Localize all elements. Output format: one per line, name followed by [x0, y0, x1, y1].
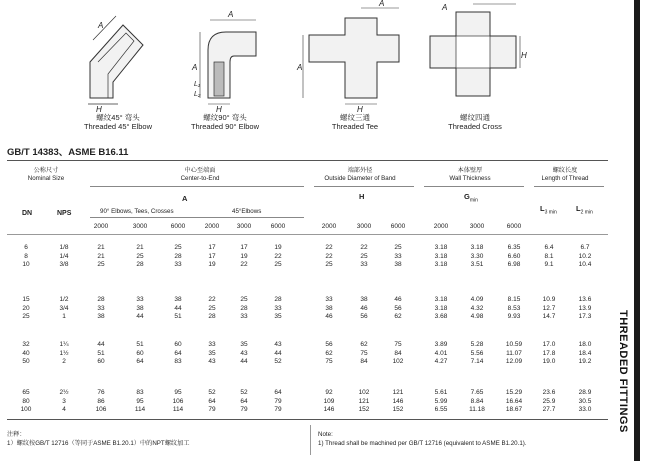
- cell-g: 3.30: [470, 252, 484, 260]
- cell-g: 6.98: [507, 261, 521, 268]
- cell-a45: 25: [240, 296, 248, 303]
- cell-h: 102: [392, 358, 404, 365]
- dim-label-h: H: [521, 51, 527, 60]
- header-thread-en: Length of Thread: [541, 175, 589, 182]
- cell-g: 12.09: [505, 358, 523, 365]
- cell-nps: 1: [62, 313, 66, 320]
- cell-h: 33: [394, 252, 402, 260]
- cell-h: 22: [325, 244, 333, 251]
- cell-g: 18.67: [505, 406, 523, 413]
- cell-g: 7.14: [470, 358, 484, 365]
- cell-l2: 10.2: [578, 252, 592, 260]
- cell-h: 56: [360, 313, 368, 320]
- cell-a45: 43: [208, 358, 216, 365]
- cell-g: 5.56: [470, 349, 484, 357]
- cell-h: 46: [325, 313, 333, 320]
- cell-l2: 17.3: [578, 313, 592, 320]
- cell-a90: 83: [136, 389, 144, 396]
- cell-a45: 33: [208, 341, 216, 348]
- cell-a45: 35: [274, 313, 282, 320]
- cell-nps: 1½: [59, 349, 69, 357]
- cell-a90: 25: [136, 252, 144, 260]
- cell-g: 4.32: [470, 304, 484, 312]
- cell-g: 5.99: [434, 397, 448, 405]
- cell-a90: 21: [97, 252, 105, 260]
- cell-h: 38: [394, 261, 402, 268]
- figure-caption-en: Threaded Cross: [448, 122, 502, 131]
- class-header-g: 2000: [433, 223, 449, 230]
- cell-h: 146: [392, 397, 404, 405]
- cell-a45: 25: [208, 304, 216, 312]
- side-tab: [613, 0, 650, 461]
- figure-caption-cn: 螺纹45° 弯头: [96, 113, 140, 122]
- cell-a45: 17: [208, 244, 216, 251]
- figure-caption-en: Threaded 45° Elbow: [83, 122, 153, 131]
- cell-l2: 30.5: [578, 397, 592, 405]
- cell-a90: 38: [136, 304, 144, 312]
- cell-a45: 19: [240, 252, 248, 260]
- cell-g: 15.29: [505, 389, 523, 396]
- 90-elbow-drawing: [170, 0, 280, 120]
- header-bottom-rule: [7, 234, 608, 235]
- cell-l2: 28.9: [578, 389, 592, 396]
- dim-label-h: H: [216, 105, 222, 114]
- cell-a90: 33: [97, 304, 105, 312]
- header-dn: DN: [22, 210, 33, 217]
- cell-dn: 10: [22, 261, 30, 268]
- cell-g: 3.51: [470, 261, 484, 268]
- dim-label-a: A: [192, 63, 198, 72]
- class-header-h: 6000: [390, 223, 406, 230]
- cell-h: 22: [360, 244, 368, 251]
- cell-l3: 12.7: [542, 304, 556, 312]
- cell-a45: 43: [240, 349, 248, 357]
- header-45-elbows: 45°Elbows: [232, 208, 262, 215]
- cell-dn: 15: [22, 296, 30, 303]
- cell-g: 8.15: [507, 296, 521, 303]
- dim-label-a-top: A: [379, 0, 385, 8]
- cell-a90: 86: [97, 397, 105, 405]
- side-bar: [634, 0, 640, 461]
- cell-a45: 79: [274, 397, 282, 405]
- cell-a45: 35: [208, 349, 216, 357]
- cell-nps: 3/4: [59, 304, 69, 312]
- cell-a90: 106: [172, 397, 184, 405]
- cell-a45: 33: [274, 304, 282, 312]
- table-bottom-rule: [7, 419, 608, 420]
- cell-dn: 32: [22, 341, 30, 348]
- cell-h: 62: [360, 341, 368, 348]
- rule-a: [90, 186, 304, 187]
- cell-nps: 1/8: [59, 244, 69, 251]
- cell-h: 22: [325, 252, 333, 260]
- cell-l2: 6.7: [580, 244, 590, 251]
- figure-90-elbow: [170, 0, 280, 140]
- cell-nps: 3/8: [59, 261, 69, 268]
- cell-h: 33: [325, 296, 333, 303]
- header-a: A: [182, 194, 188, 203]
- cell-a45: 22: [208, 296, 216, 303]
- cell-a90: 76: [97, 389, 105, 396]
- cell-dn: 20: [22, 304, 30, 312]
- cell-a45: 17: [208, 252, 216, 260]
- cell-g: 16.64: [505, 397, 523, 405]
- cell-dn: 40: [22, 349, 30, 357]
- cell-h: 102: [358, 389, 370, 396]
- figure-tee: [295, 0, 415, 140]
- cell-a90: 114: [172, 406, 184, 413]
- cell-a90: 95: [174, 389, 182, 396]
- header-h: H: [359, 192, 365, 201]
- dim-label-l2: L₂: [194, 91, 201, 98]
- header-outside-en: Outside Diameter of Band: [324, 175, 396, 182]
- cell-l3: 23.6: [542, 389, 556, 396]
- cell-a45: 52: [208, 389, 216, 396]
- cell-a90: 25: [174, 244, 182, 251]
- cell-h: 146: [323, 406, 335, 413]
- cell-a45: 17: [240, 244, 248, 251]
- cell-a45: 52: [274, 358, 282, 365]
- cell-a90: 60: [97, 358, 105, 365]
- rule-l: [534, 186, 604, 187]
- note-cn-text: 1）螺纹按GB/T 12716（等同于ASME B1.20.1）中的NPT螺纹加工: [7, 440, 190, 447]
- cell-a45: 28: [274, 296, 282, 303]
- cell-h: 46: [394, 296, 402, 303]
- cell-g: 3.18: [434, 304, 448, 312]
- cell-g: 6.35: [507, 244, 521, 251]
- cell-nps: 4: [62, 406, 66, 413]
- cell-a45: 22: [274, 252, 282, 260]
- cell-nps: 1/4: [59, 252, 69, 260]
- cell-a90: 28: [174, 252, 182, 260]
- cell-a45: 64: [208, 397, 216, 405]
- cell-nps: 3: [62, 397, 66, 405]
- header-l3: $L_{3 min}$: [540, 204, 557, 216]
- cell-h: 62: [325, 349, 333, 357]
- header-wall-cn: 本体壁厚: [457, 167, 483, 174]
- cell-a90: 60: [174, 341, 182, 348]
- cell-a45: 35: [240, 341, 248, 348]
- cell-dn: 80: [22, 397, 30, 405]
- cell-g: 4.09: [470, 296, 484, 303]
- cell-g: 5.61: [434, 389, 448, 396]
- side-title: THREADED FITTINGS: [617, 310, 629, 433]
- cell-a90: 51: [136, 341, 144, 348]
- header-wall-en: Wall Thickness: [449, 175, 491, 182]
- cell-l3: 25.9: [542, 397, 556, 405]
- header-center-en: Center-to-End: [180, 175, 220, 182]
- cell-nps: 1¼: [59, 341, 69, 348]
- cell-h: 56: [325, 341, 333, 348]
- header-90-elbows: 90° Elbows, Tees, Crosses: [100, 208, 174, 215]
- cell-a90: 60: [136, 349, 144, 357]
- 45-elbow-drawing: [68, 0, 168, 120]
- cell-g: 6.55: [434, 406, 448, 413]
- class-header-a45: 3000: [236, 223, 252, 230]
- cell-dn: 100: [20, 406, 32, 413]
- cell-a45: 28: [208, 313, 216, 320]
- class-header-g: 3000: [469, 223, 485, 230]
- cell-g: 3.68: [434, 313, 448, 320]
- cell-h: 109: [323, 397, 335, 405]
- cell-nps: 1/2: [59, 296, 69, 303]
- cell-a90: 28: [97, 296, 105, 303]
- cell-a45: 25: [274, 261, 282, 268]
- cell-g: 3.89: [434, 341, 448, 348]
- figure-caption-cn: 螺纹90° 弯头: [203, 113, 247, 122]
- cell-l2: 18.0: [578, 341, 592, 348]
- cell-a90: 95: [136, 397, 144, 405]
- class-header-a90: 2000: [93, 223, 109, 230]
- dim-label-a: A: [98, 21, 104, 30]
- cell-a90: 33: [136, 296, 144, 303]
- cell-a90: 44: [174, 304, 182, 312]
- dim-label-h: H: [96, 105, 102, 114]
- cell-g: 3.18: [434, 261, 448, 268]
- cell-a45: 19: [208, 261, 216, 268]
- cell-a45: 22: [240, 261, 248, 268]
- cell-g: 4.98: [470, 313, 484, 320]
- cell-a90: 44: [97, 341, 105, 348]
- cell-h: 62: [394, 313, 402, 320]
- cell-a90: 106: [95, 406, 107, 413]
- header-thread-cn: 螺纹长度: [552, 167, 578, 174]
- cell-h: 56: [394, 304, 402, 312]
- cell-h: 152: [358, 406, 370, 413]
- tee-drawing: [295, 0, 415, 120]
- class-header-a90: 3000: [132, 223, 148, 230]
- class-header-a45: 2000: [204, 223, 220, 230]
- class-header-h: 2000: [321, 223, 337, 230]
- cell-h: 75: [360, 349, 368, 357]
- cell-h: 46: [360, 304, 368, 312]
- cell-g: 11.18: [469, 406, 485, 413]
- cell-dn: 65: [22, 389, 30, 396]
- cell-l3: 8.1: [544, 252, 554, 260]
- figure-caption-cn: 螺纹四通: [460, 113, 490, 122]
- figure-45-elbow: [68, 0, 168, 140]
- rule-g: [424, 186, 524, 187]
- cell-a90: 51: [97, 349, 105, 357]
- cell-l2: 33.0: [578, 406, 592, 413]
- cell-dn: 25: [22, 313, 30, 320]
- cell-g: 4.27: [434, 358, 448, 365]
- cell-g: 8.53: [507, 304, 521, 312]
- cell-h: 84: [360, 358, 368, 365]
- cell-l2: 18.4: [578, 349, 592, 357]
- cell-g: 6.60: [507, 252, 521, 260]
- table-top-rule: [7, 160, 608, 161]
- cell-a90: 114: [134, 406, 146, 413]
- cell-a45: 79: [240, 406, 248, 413]
- cell-a90: 21: [136, 244, 144, 251]
- cell-h: 121: [392, 389, 404, 396]
- cell-l3: 17.8: [542, 349, 556, 357]
- cell-a45: 44: [240, 358, 248, 365]
- cell-h: 25: [325, 261, 333, 268]
- header-nominal-en: Nominal Size: [27, 175, 65, 182]
- cell-a90: 28: [136, 261, 144, 268]
- cell-a45: 52: [240, 389, 248, 396]
- cell-h: 75: [325, 358, 333, 365]
- cell-g: 3.18: [470, 244, 484, 251]
- cell-h: 33: [360, 261, 368, 268]
- dim-label-a: A: [297, 63, 303, 72]
- cell-a45: 28: [240, 304, 248, 312]
- cross-drawing: [420, 0, 530, 120]
- cell-g: 3.18: [434, 296, 448, 303]
- header-outside-cn: 端部外径: [347, 167, 373, 174]
- cell-g: 10.59: [505, 341, 523, 348]
- dim-label-a: A: [442, 3, 448, 12]
- cell-h: 152: [392, 406, 404, 413]
- rule-h: [314, 186, 414, 187]
- figure-caption-en: Threaded 90° Elbow: [190, 122, 260, 131]
- dim-label-a-top: A: [228, 10, 234, 19]
- cell-g: 7.65: [470, 389, 484, 396]
- cell-h: 38: [325, 304, 333, 312]
- dim-label-l1: L₁: [194, 81, 201, 88]
- cell-a90: 83: [174, 358, 182, 365]
- cell-a90: 38: [174, 296, 182, 303]
- cell-h: 75: [394, 341, 402, 348]
- cell-a45: 44: [274, 349, 282, 357]
- note-en-title: Note:: [318, 431, 333, 438]
- cell-a45: 64: [274, 389, 282, 396]
- cell-nps: 2: [62, 358, 66, 365]
- header-l2: $L_{2 min}$: [576, 204, 593, 216]
- cell-dn: 8: [24, 252, 28, 260]
- cell-h: 92: [325, 389, 333, 396]
- cell-l3: 9.1: [544, 261, 554, 268]
- class-header-a45: 6000: [270, 223, 286, 230]
- header-nominal-cn: 公称尺寸: [33, 167, 59, 174]
- cell-a90: 25: [97, 261, 105, 268]
- cell-g: 5.28: [470, 341, 484, 348]
- figure-caption-cn: 螺纹三通: [340, 113, 370, 122]
- note-cn-title: 注释：: [7, 431, 26, 438]
- class-header-g: 6000: [506, 223, 522, 230]
- cell-a45: 19: [274, 244, 282, 251]
- cell-g: 3.18: [434, 252, 448, 260]
- cell-nps: 2½: [59, 389, 69, 396]
- cell-a45: 79: [208, 406, 216, 413]
- cell-dn: 6: [24, 244, 28, 251]
- cell-l3: 10.9: [542, 296, 556, 303]
- header-g: $G_{min}$: [464, 192, 478, 204]
- cell-l3: 19.0: [542, 358, 556, 365]
- cell-h: 84: [394, 349, 402, 357]
- cell-g: 8.84: [470, 397, 484, 405]
- cell-dn: 50: [22, 358, 30, 365]
- cell-h: 25: [360, 252, 368, 260]
- cell-a90: 64: [174, 349, 182, 357]
- cell-h: 25: [394, 244, 402, 251]
- cell-g: 4.01: [434, 349, 448, 357]
- cell-a45: 79: [274, 406, 282, 413]
- cell-a90: 33: [174, 261, 182, 268]
- cell-a90: 38: [97, 313, 105, 320]
- class-header-h: 3000: [356, 223, 372, 230]
- cell-a45: 64: [240, 397, 248, 405]
- cell-a45: 33: [240, 313, 248, 320]
- cell-a45: 43: [274, 341, 282, 348]
- header-nps: NPS: [57, 210, 72, 217]
- cell-l2: 13.9: [578, 304, 592, 312]
- cell-h: 38: [360, 296, 368, 303]
- class-header-a90: 6000: [170, 223, 186, 230]
- cell-g: 3.18: [434, 244, 448, 251]
- cell-l2: 10.4: [578, 261, 592, 268]
- cell-l2: 13.6: [578, 296, 592, 303]
- rule-a-sub: [90, 217, 304, 218]
- cell-l2: 19.2: [578, 358, 592, 365]
- cell-l3: 27.7: [542, 406, 556, 413]
- cell-g: 9.93: [507, 313, 521, 320]
- notes-divider: [310, 425, 311, 455]
- figure-cross: [420, 0, 530, 140]
- cell-a90: 21: [97, 244, 105, 251]
- cell-l3: 14.7: [542, 313, 556, 320]
- header-center-cn: 中心至端面: [184, 167, 216, 174]
- note-en-text: 1) Thread shall be machined per GB/T 12716 (equivalent to ASME B1.20.1).: [318, 440, 527, 447]
- cell-a90: 64: [136, 358, 144, 365]
- cell-l3: 6.4: [544, 244, 554, 251]
- cell-a90: 44: [136, 313, 144, 320]
- standard-title: GB/T 14383、ASME B16.11: [7, 147, 129, 158]
- dim-label-h: H: [357, 105, 363, 114]
- cell-a90: 51: [174, 313, 182, 320]
- cell-g: 11.07: [506, 349, 522, 357]
- cell-h: 121: [358, 397, 370, 405]
- figure-caption-en: Threaded Tee: [331, 122, 379, 131]
- cell-l3: 17.0: [542, 341, 556, 348]
